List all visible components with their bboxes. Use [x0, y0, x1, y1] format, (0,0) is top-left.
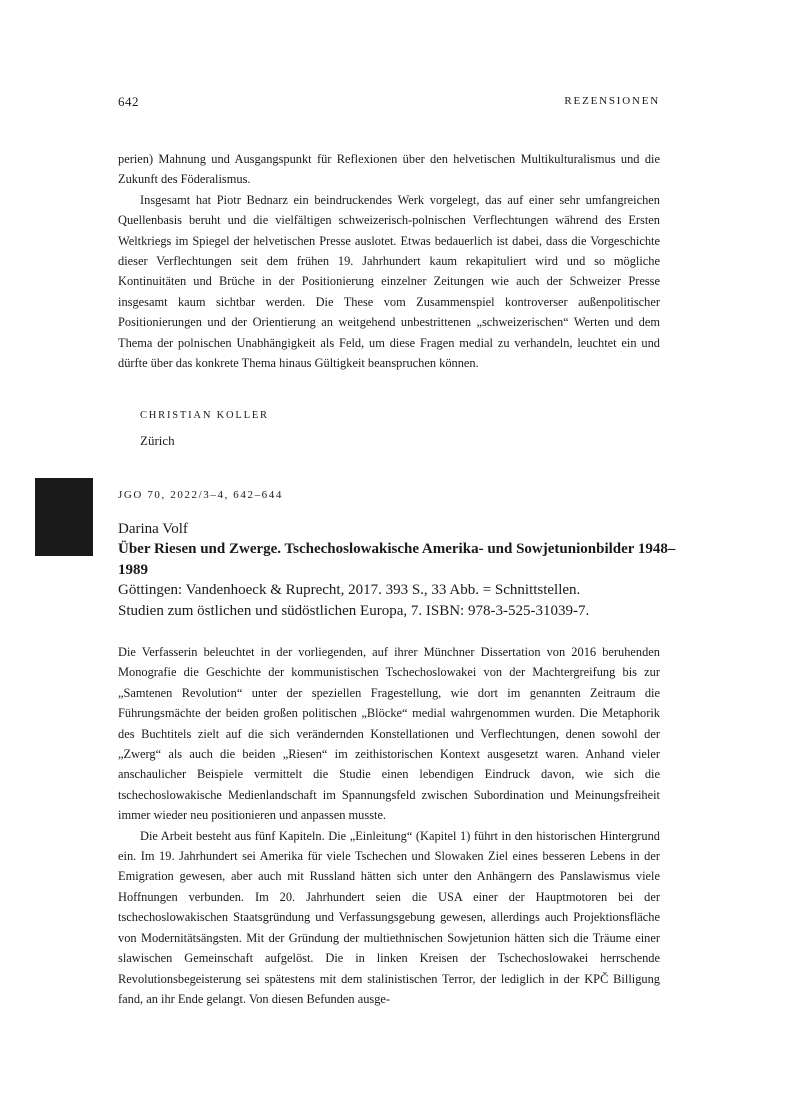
- paragraph: Die Arbeit besteht aus fünf Kapiteln. Die „Einleitung“ (Kapitel 1) führt in den historischen Hintergrund ein. Im 19. Jahrhundert sei Amerika für viele Tschechen und Slowaken Ziel eines besseren Lebens in der Emigration gewesen, aber auch mit Russland hätten sich unter den Anhängern des Panslawismus viele Hoffnungen verbunden. Im 20. Jahrhundert seien die USA einer der Hauptmotoren bei der tschechoslowakischen Staatsgründung und Verfassungsgebung gewesen, allerdings auch Projektionsfläche von Modernitätsängsten. Mit der Gründung der multiethnischen Sowjetunion hätten sich die Träume einer slawischen Gemeinschaft aufgelöst. Die in linken Kreisen der Tschechoslowakei herrschende Revolutionsbegeisterung sei spätestens mit dem stalinistischen Terror, der lediglich in der KPČ Billigung fand, an ihr Ende gelangt. Von diesen Befunden ausge-: [118, 828, 660, 1006]
- review-text: [118, 642, 660, 1009]
- publication-details: Göttingen: Vandenhoeck & Ruprecht, 2017. 393 S., 33 Abb. = Schnittstellen.: [118, 582, 581, 599]
- publication-series: Studien zum östlichen und südöstlichen Europa, 7. ISBN: 978-3-525-31039-7.: [118, 602, 590, 619]
- section-marker: [35, 478, 93, 556]
- page-number: 642: [118, 94, 139, 109]
- paragraph: perien) Mahnung und Ausgangspunkt für Reflexionen über den helvetischen Multikulturalismus und die Zukunft des Föderalismus.: [118, 152, 660, 187]
- reviewer-signature: [140, 406, 269, 451]
- reviewer-name: CHRISTIAN KOLLER: [140, 410, 269, 421]
- paragraph: Insgesamt hat Piotr Bednarz ein beindruckendes Werk vorgelegt, das auf einer sehr umfangreichen Quellenbasis beruht und die vielfältigen schweizerisch-polnischen Verflechtungen während des Ersten Weltkriegs im Spiegel der helvetischen Presse auslotet. Etwas bedauerlich ist dabei, dass die Vorgeschichte dieser Verflechtungen seit dem frühen 19. Jahrhundert kaum rekapituliert wird und so mögliche Kontinuitäten und Brüche in der Positionierung einzelner Zeitungen wie auch der Schweizer Presse insgesamt kaum sichtbar werden. Die These vom Zusammenspiel kontroverser außenpolitischer Positionierungen und der Orientierung an weitgehend unbestrittenen „schweizerischen“ Werten und dem Thema der polnischen Unabhängigkeit als Feld, um diese Fragen medial zu verhandeln, leuchtet ein und dürfte über das konkrete Thema hinaus Gültigkeit beanspruchen können.: [118, 192, 660, 371]
- paragraph: Die Verfasserin beleuchtet in der vorliegenden, auf ihrer Münchner Dissertation von 2016 beruhenden Monografie die Geschichte der kommunistischen Tschechoslowakei von der Machtergreifung bis zur „Samtenen Revolution“ unter der speziellen Fragestellung, wie dort im genannten Zeitraum die Führungsmächte der beiden großen politischen „Blöcke“ medial wahrgenommen wurden. Die Metaphorik des Buchtitels zielt auf die sich verändernden Konstellationen und Verflechtungen, denen sowohl der „Zwerg“ als auch die beiden „Riesen“ im zeithistorischen Kontext ausgesetzt waren. Anhand vieler anschaulicher Beispiele vermittelt die Studie einen lebendigen Eindruck davon, wie sich die tschechoslowakische Medienlandschaft im Spannungsfeld zwischen Subordination und Meinungsfreiheit immer wieder neu positionieren und anpassen musste.: [118, 645, 660, 823]
- reviewer-place: Zürich: [140, 433, 175, 448]
- book-author: Darina Volf: [118, 521, 188, 537]
- book-title: Über Riesen und Zwerge. Tschechoslowakische Amerika- und Sowjetunionbilder 1948–1989: [118, 541, 676, 578]
- previous-review-text: [118, 149, 660, 373]
- journal-citation: JGO 70, 2022/3–4, 642–644: [118, 489, 283, 501]
- book-bibliographic-info: [118, 519, 678, 621]
- running-head: REZENSIONEN: [564, 95, 660, 107]
